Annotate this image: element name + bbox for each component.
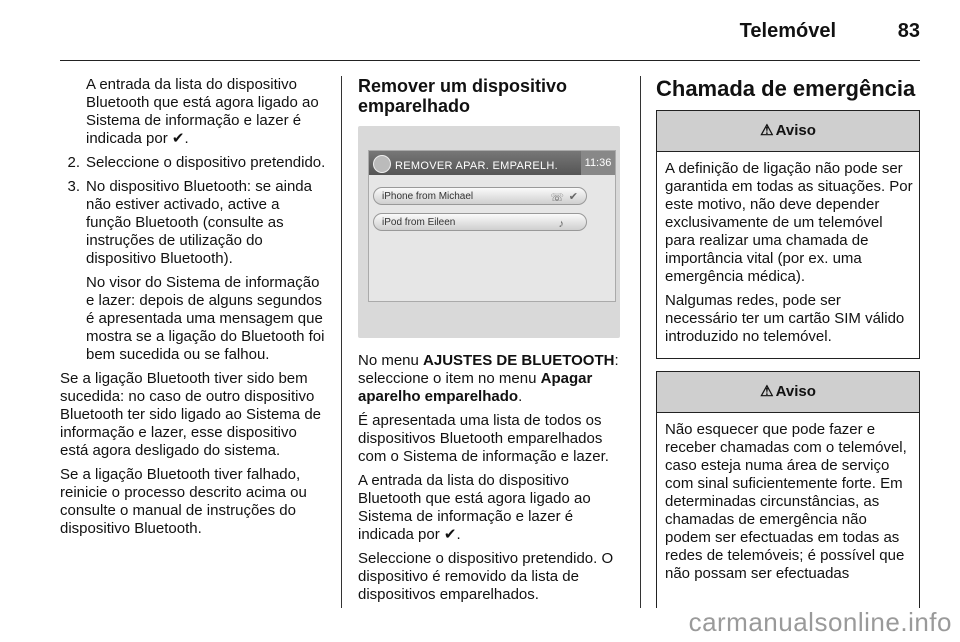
column-2 [358,76,626,610]
warning-icon: ⚠ [760,122,774,139]
section-title: Telemóvel [739,20,836,42]
check-icon: ✔ [568,191,578,203]
device-row [373,187,587,205]
warning-body [657,152,919,358]
display-screenshot [358,126,620,338]
paragraph: A definição de ligação não pode ser garantida em todas as situações. Por este motivo, não deve depender exclusivamente de um telemóvel para realizar uma chamada de importância vital (por ex. uma emergência médica). [665,160,913,285]
menu-icon [373,155,391,173]
column-divider-1 [341,76,342,608]
paragraph: Se a ligação Bluetooth tiver sido bem sucedida: no caso de outro dispositivo Bluetooth ter sido ligado ao Sistema de informação e lazer, esse dispositivo está agora desligado do sistema. [60,370,321,459]
list-text: Seleccione o dispositivo pretendido. [86,154,326,171]
text: : seleccione o item no menu [358,352,619,387]
header-divider [60,60,920,61]
paragraph [358,352,626,406]
watermark: carmanualsonline.info [688,607,952,637]
paragraph: É apresentada uma lista de todos os dispositivos Bluetooth emparelhados com o Sistema de informação e lazer. [358,412,609,465]
device-name: iPhone from Michael [382,191,474,202]
page-number: 83 [897,20,920,42]
section-heading: Remover um dispositivo emparelhado [358,76,568,116]
warning-icon: ⚠ [760,383,774,400]
list-number: 2. [67,154,80,171]
list-item [60,154,328,172]
column-3 [656,76,920,608]
warning-box [656,110,920,359]
warning-title: Aviso [775,122,816,139]
display-title: REMOVER APAR. EMPARELH. [395,160,558,172]
paragraph: A entrada da lista do dispositivo Bluetooth que está agora ligado ao Sistema de informação e lazer é indicada por ✔. [86,76,319,147]
list-text: No dispositivo Bluetooth: se ainda não estiver activado, active a função Bluetooth (consulte as instruções de utilização do dispositivo Bluetooth). [86,178,312,267]
device-row [373,213,587,231]
device-name: iPod from Eileen [382,217,456,228]
section-heading: Chamada de emergência [656,76,916,101]
text: No menu [358,352,424,369]
warning-header [657,372,919,413]
display-title-bar [369,151,615,175]
menu-name: AJUSTES DE BLUETOOTH [423,352,615,369]
warning-header [657,111,919,152]
warning-title: Aviso [775,383,816,400]
display-frame [368,150,616,302]
menu-item-name: Apagar aparelho emparelhado [358,370,593,405]
column-1 [60,76,328,544]
paragraph: No visor do Sistema de informação e lazer: depois de alguns segundos é apresentada uma mensagem que mostra se a ligação do Bluetooth foi bem sucedida ou se falhou. [86,274,325,363]
display-time: 11:36 [581,151,615,175]
paragraph: A entrada da lista do dispositivo Bluetooth que está agora ligado ao Sistema de informação e lazer é indicada por ✔. [358,472,591,543]
paragraph: Se a ligação Bluetooth tiver falhado, reinicie o processo descrito acima ou consulte o manual de instruções do dispositivo Bluetooth. [60,466,307,537]
music-icon: ♪ [558,218,564,230]
phone-icon: ☏ [550,192,564,204]
warning-box [656,371,920,608]
list-item [60,178,328,268]
paragraph: Não esquecer que pode fazer e receber chamadas com o telemóvel, caso esteja numa área de serviço com sinal suficientemente forte. Em determinadas circunstâncias, as chamadas de emergência não podem ser efectuadas em todas as redes de telemóveis; é possível que não possam ser efectuadas [665,421,907,582]
list-number: 3. [67,178,80,195]
column-divider-2 [640,76,641,608]
paragraph: Seleccione o dispositivo pretendido. O dispositivo é removido da lista de dispositivos emparelhados. [358,550,614,603]
warning-body [657,413,919,595]
text: . [518,388,523,405]
paragraph: Nalgumas redes, pode ser necessário ter um cartão SIM válido introduzido no telemóvel. [665,292,905,345]
page-header [60,14,920,54]
